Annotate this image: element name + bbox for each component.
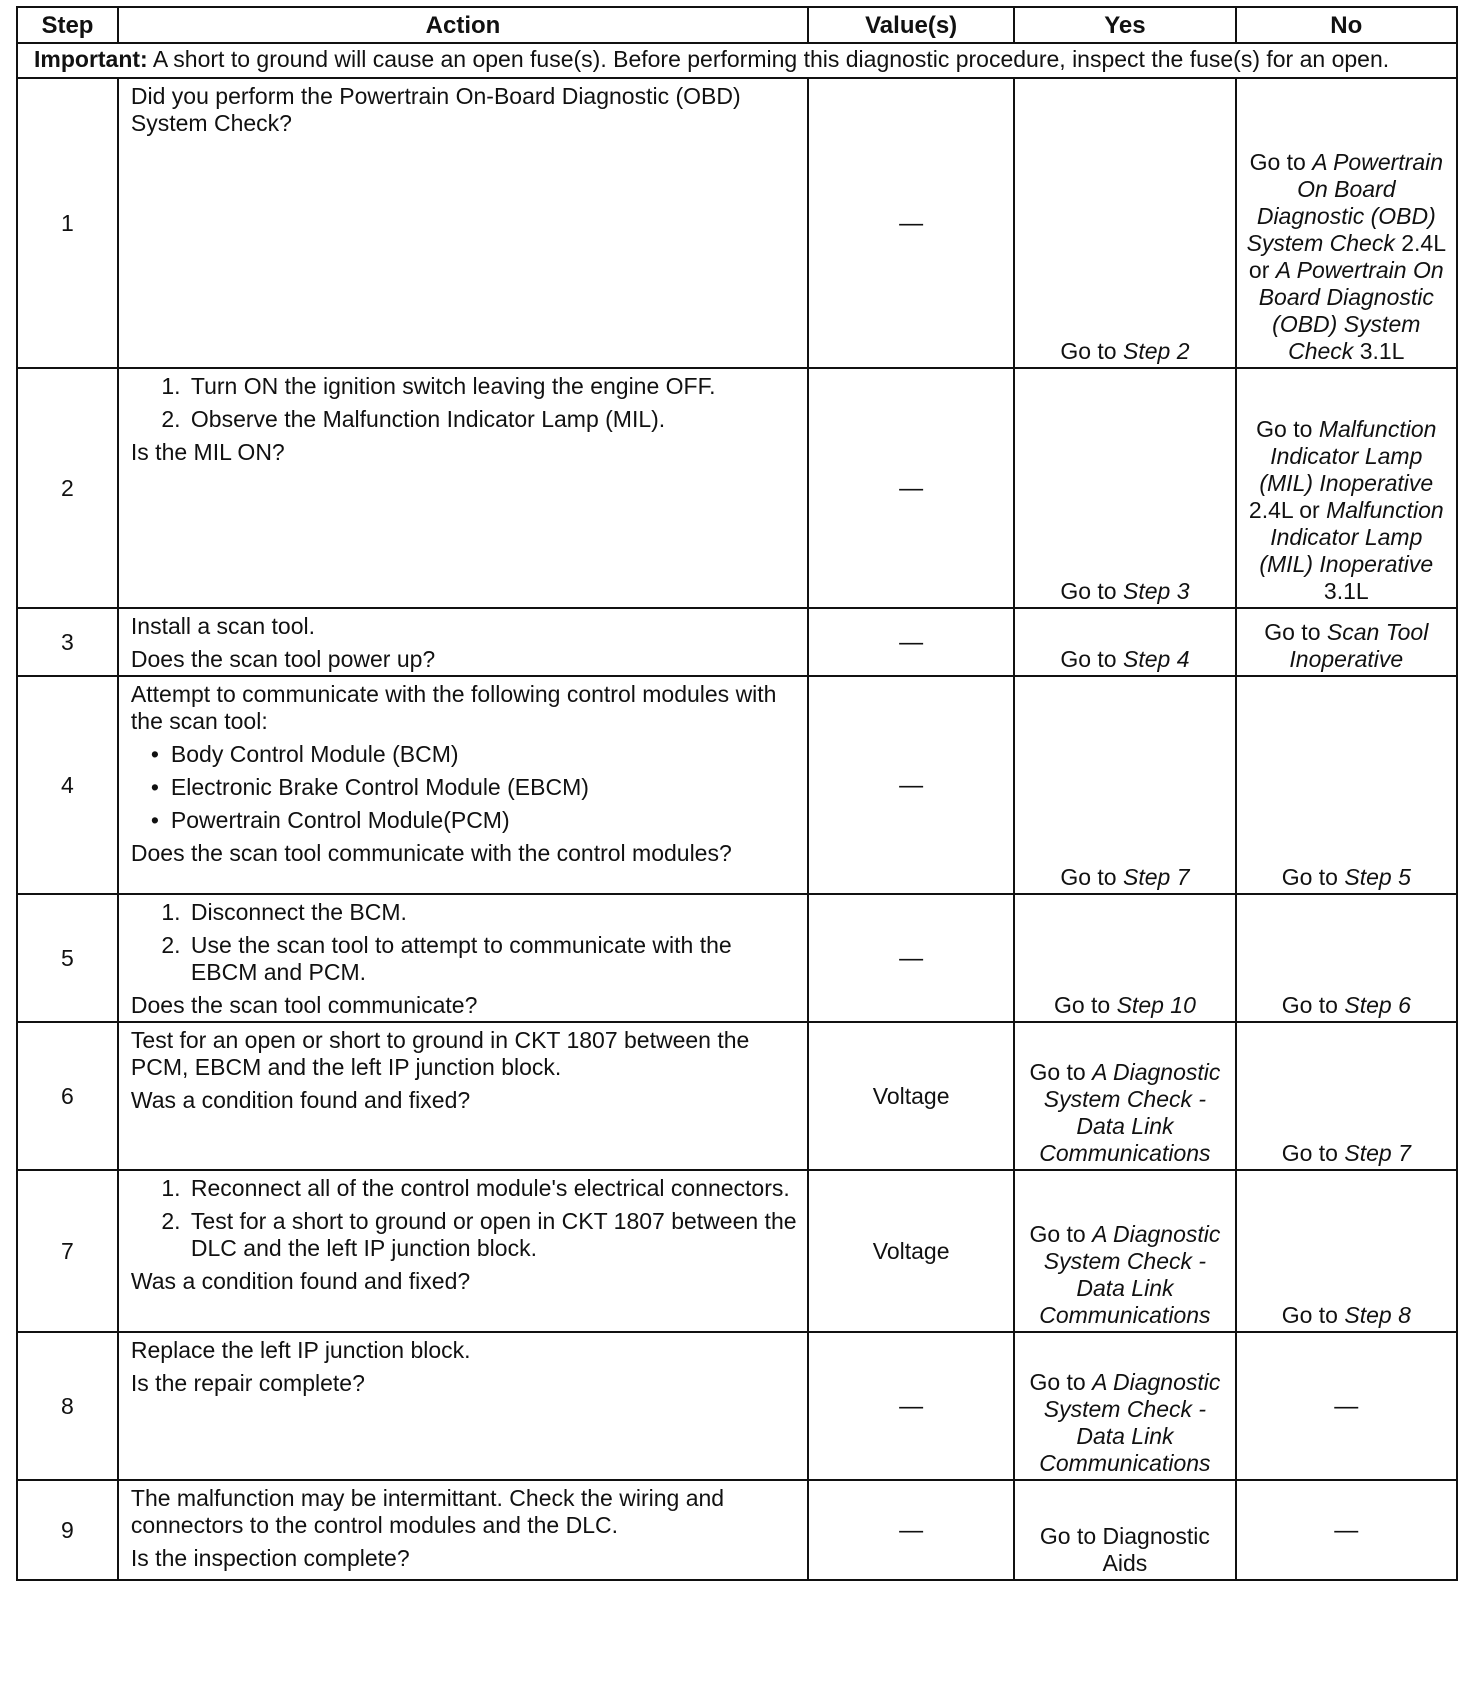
value-cell: —	[808, 676, 1014, 894]
step-number: 7	[17, 1170, 118, 1332]
yes-cell[interactable]: Go to Diagnostic Aids	[1014, 1480, 1235, 1580]
action-step: 2. Use the scan tool to attempt to communicate with the EBCM and PCM.	[187, 932, 797, 986]
action-cell	[118, 676, 808, 894]
action-question: Was a condition found and fixed?	[130, 1268, 471, 1294]
action-bullet: • Body Control Module (BCM)	[171, 741, 797, 768]
yes-prefix: Go to	[1060, 646, 1123, 672]
table-row	[17, 1022, 1457, 1170]
header-step: Step	[17, 7, 118, 43]
important-note	[17, 43, 1457, 78]
action-question: Was a condition found and fixed?	[130, 1087, 471, 1113]
step-number: 4	[17, 676, 118, 894]
step-number: 2	[17, 368, 118, 608]
no-text: Go to	[1256, 416, 1319, 442]
important-label: Important:	[34, 46, 148, 72]
no-link[interactable]: Step 8	[1344, 1302, 1411, 1328]
yes-link[interactable]: Step 4	[1122, 646, 1190, 672]
yes-link[interactable]: Step 2	[1122, 338, 1190, 364]
no-text: Go to	[1249, 149, 1313, 175]
step-number: 9	[17, 1480, 118, 1580]
yes-link[interactable]: Step 3	[1122, 578, 1190, 604]
step-number: 1	[17, 78, 118, 368]
no-prefix: Go to	[1281, 864, 1345, 890]
yes-link[interactable]: A Diagnostic System Check - Data Link Communications	[1039, 1059, 1221, 1166]
value-cell: —	[808, 894, 1014, 1022]
yes-prefix: Go to	[1053, 992, 1117, 1018]
no-link[interactable]: Malfunction Indicator Lamp (MIL) Inoperative	[1259, 416, 1437, 496]
action-text: The malfunction may be intermittant. Check the wiring and connectors to the control modules and the DLC.	[130, 1485, 725, 1538]
action-cell	[118, 1170, 808, 1332]
action-text: Test for an open or short to ground in CKT 1807 between the PCM, EBCM and the left IP junction block.	[130, 1027, 750, 1080]
table-row	[17, 1480, 1457, 1580]
no-text: 2.4L or	[1248, 230, 1446, 283]
action-step: 1. Disconnect the BCM.	[187, 899, 797, 926]
action-cell	[118, 608, 808, 676]
action-steps	[131, 1175, 797, 1262]
no-text: 3.1L	[1323, 578, 1369, 604]
action-step: 2. Test for a short to ground or open in CKT 1807 between the DLC and the left IP junction block.	[187, 1208, 797, 1262]
yes-prefix: Go to	[1060, 338, 1123, 364]
table-row	[17, 1170, 1457, 1332]
action-cell	[118, 78, 808, 368]
value-cell: Voltage	[808, 1022, 1014, 1170]
table-row	[17, 1332, 1457, 1480]
yes-cell	[1014, 78, 1235, 368]
important-row	[17, 43, 1457, 78]
no-cell	[1236, 1022, 1457, 1170]
no-text: 3.1L	[1353, 338, 1405, 364]
action-question: Is the inspection complete?	[130, 1545, 410, 1571]
no-link[interactable]: A Powertrain On Board Diagnostic (OBD) System Check	[1258, 257, 1444, 364]
no-cell	[1236, 608, 1457, 676]
table-row	[17, 78, 1457, 368]
table-row	[17, 368, 1457, 608]
action-step: 1. Reconnect all of the control module's electrical connectors.	[187, 1175, 797, 1202]
yes-prefix: Go to	[1029, 1059, 1093, 1085]
action-step: 2. Observe the Malfunction Indicator Lamp (MIL).	[187, 406, 797, 433]
action-step: 1. Turn ON the ignition switch leaving the engine OFF.	[187, 373, 797, 400]
action-cell	[118, 894, 808, 1022]
yes-cell	[1014, 894, 1235, 1022]
yes-cell	[1014, 1170, 1235, 1332]
no-cell	[1236, 894, 1457, 1022]
yes-link[interactable]: A Diagnostic System Check - Data Link Communications	[1039, 1369, 1221, 1476]
value-cell: —	[808, 1480, 1014, 1580]
no-cell	[1236, 78, 1457, 368]
action-cell	[118, 1480, 808, 1580]
value-cell: Voltage	[808, 1170, 1014, 1332]
no-cell	[1236, 368, 1457, 608]
action-text: Attempt to communicate with the following control modules with the scan tool:	[130, 681, 777, 734]
yes-cell	[1014, 1332, 1235, 1480]
action-bullet: • Powertrain Control Module(PCM)	[171, 807, 797, 834]
value-cell: —	[808, 608, 1014, 676]
yes-cell	[1014, 1022, 1235, 1170]
step-number: 6	[17, 1022, 118, 1170]
no-link[interactable]: Scan Tool Inoperative	[1289, 619, 1429, 672]
value-cell: —	[808, 78, 1014, 368]
header-no: No	[1236, 7, 1457, 43]
step-number: 8	[17, 1332, 118, 1480]
diagnostic-table	[16, 6, 1458, 1581]
action-text: Did you perform the Powertrain On-Board Diagnostic (OBD) System Check?	[130, 83, 741, 136]
table-row	[17, 608, 1457, 676]
action-text: Install a scan tool.	[130, 613, 316, 639]
yes-link[interactable]: A Diagnostic System Check - Data Link Communications	[1039, 1221, 1221, 1328]
action-question: Is the repair complete?	[130, 1370, 365, 1396]
action-cell	[118, 1332, 808, 1480]
action-text: Replace the left IP junction block.	[130, 1337, 471, 1363]
action-bullets	[131, 741, 797, 834]
no-link[interactable]: Step 5	[1344, 864, 1411, 890]
header-yes: Yes	[1014, 7, 1235, 43]
step-number: 3	[17, 608, 118, 676]
yes-prefix: Go to	[1060, 578, 1123, 604]
no-cell	[1236, 676, 1457, 894]
value-cell: —	[808, 368, 1014, 608]
no-cell: —	[1236, 1332, 1457, 1480]
yes-prefix: Go to	[1029, 1369, 1093, 1395]
no-prefix: Go to	[1281, 1140, 1345, 1166]
action-question: Does the scan tool communicate?	[130, 992, 478, 1018]
important-text: A short to ground will cause an open fuse(s). Before performing this diagnostic procedure, inspect the fuse(s) for an open.	[147, 46, 1390, 72]
yes-link[interactable]: Step 10	[1116, 992, 1196, 1018]
no-link[interactable]: Step 6	[1344, 992, 1411, 1018]
yes-prefix: Go to	[1029, 1221, 1093, 1247]
action-steps	[131, 899, 797, 986]
yes-link[interactable]: Step 7	[1122, 864, 1190, 890]
table-row	[17, 894, 1457, 1022]
header-action: Action	[118, 7, 808, 43]
value-cell: —	[808, 1332, 1014, 1480]
no-text: 2.4L or	[1248, 497, 1327, 523]
yes-cell	[1014, 368, 1235, 608]
action-question: Does the scan tool communicate with the control modules?	[130, 840, 732, 866]
no-link[interactable]: Malfunction Indicator Lamp (MIL) Inoperative	[1259, 497, 1444, 577]
no-link[interactable]: Step 7	[1344, 1140, 1411, 1166]
action-bullet: • Electronic Brake Control Module (EBCM)	[171, 774, 797, 801]
header-values: Value(s)	[808, 7, 1014, 43]
no-cell	[1236, 1170, 1457, 1332]
action-cell	[118, 368, 808, 608]
action-steps	[131, 373, 797, 433]
no-link[interactable]: A Powertrain On Board Diagnostic (OBD) System Check	[1246, 149, 1444, 256]
no-prefix: Go to	[1281, 1302, 1345, 1328]
header-row	[17, 7, 1457, 43]
yes-prefix: Go to	[1060, 864, 1123, 890]
action-cell	[118, 1022, 808, 1170]
step-number: 5	[17, 894, 118, 1022]
yes-cell	[1014, 608, 1235, 676]
no-prefix: Go to	[1264, 619, 1327, 645]
no-cell: —	[1236, 1480, 1457, 1580]
action-question: Does the scan tool power up?	[130, 646, 436, 672]
yes-cell	[1014, 676, 1235, 894]
no-prefix: Go to	[1281, 992, 1345, 1018]
action-question: Is the MIL ON?	[130, 439, 285, 465]
table-row	[17, 676, 1457, 894]
